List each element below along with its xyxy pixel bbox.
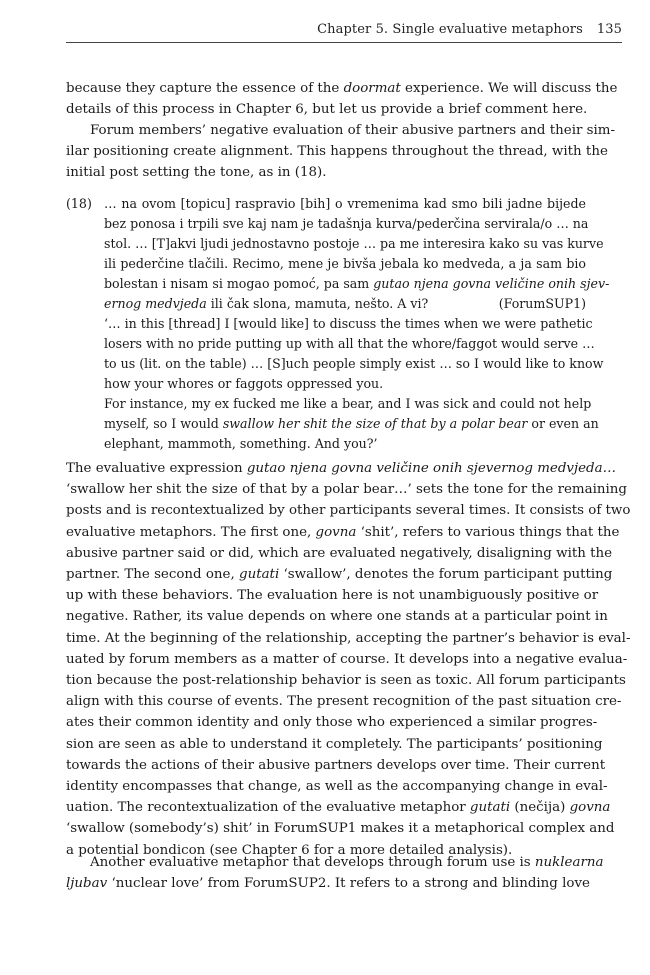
italic-term: govna: [569, 800, 611, 816]
text-line: sion are seen as able to understand it completely. The participants’ positioning: [66, 736, 603, 752]
italic-quote: swallow her shit the size of that by a polar bear: [222, 416, 528, 431]
italic-term: gutati: [469, 800, 511, 816]
text-line: The evaluative expression gutao njena govna veličine onih sjevernog medvjeda…: [66, 461, 616, 476]
example-line: bolestan i nisam si mogao pomoć, pa sam gutao njena govna veličine onih sjev-: [104, 276, 610, 291]
example-number: (18): [66, 196, 92, 211]
example-line: bez ponosa i trpili sve kaj nam je tadašnja kurva/pederčina servirala/o … na: [104, 216, 589, 231]
text-line: ilar positioning create alignment. This happens throughout the thread, with the: [66, 144, 608, 160]
paragraph-forum-alignment: [66, 120, 616, 184]
text-line: time. At the beginning of the relationship, accepting the partner’s behavior is eval-: [66, 630, 631, 646]
example-line: losers with no pride putting up with all that the whore/faggot would serve …: [104, 336, 595, 351]
paragraph-continuation: [66, 78, 618, 120]
text-line: towards the actions of their abusive partners develops over time. Their current: [66, 757, 606, 773]
text-line: details of this process in Chapter 6, but let us provide a brief comment here.: [66, 102, 588, 118]
text-line: ates their common identity and only those who experienced a similar progres-: [66, 715, 598, 731]
example-line: ili pederčine tlačili. Recimo, mene je bivša jebala ko medveda, a ja sam bio: [104, 256, 586, 271]
text-line: posts and is recontextualized by other participants several times. It consists of two: [66, 503, 631, 519]
text-line: evaluative metaphors. The first one, govna ‘shit’, refers to various things that the: [66, 524, 620, 540]
paragraph-evaluative-expression: [66, 458, 631, 861]
text-line: up with these behaviors. The evaluation here is not unambiguously positive or: [66, 588, 599, 604]
example-source: (ForumSUP1): [498, 296, 586, 311]
italic-term: ljubav: [66, 876, 108, 892]
example-line: stol. … [T]akvi ljudi jednostavno postoje … pa me interesira kako su vas kurve: [104, 236, 604, 251]
text-line: uation. The recontextualization of the evaluative metaphor gutati (nečija) govna: [66, 800, 611, 816]
text-line: tion because the post-relationship behavior is seen as toxic. All forum participants: [66, 673, 626, 689]
example-line: myself, so I would swallow her shit the size of that by a polar bear or even an: [104, 416, 599, 431]
italic-term: govna: [315, 524, 357, 540]
example-block: [104, 194, 610, 454]
text-line: ‘swallow her shit the size of that by a polar bear…’ sets the tone for the remaining: [66, 482, 627, 498]
text-line: abusive partner said or did, which are evaluated negatively, disaligning with the: [66, 545, 613, 561]
text-line: identity encompasses that change, as well as the accompanying change in eval-: [66, 779, 608, 795]
running-title: Chapter 5. Single evaluative metaphors: [317, 22, 583, 37]
text-line: uated by forum members as a matter of course. It develops into a negative evalua-: [66, 651, 628, 667]
example-line: how your whores or faggots oppressed you.: [104, 376, 384, 391]
example-line: elephant, mammoth, something. And you?’: [104, 436, 378, 451]
text-line: negative. Rather, its value depends on where one stands at a particular point in: [66, 609, 608, 625]
text-line: Forum members’ negative evaluation of their abusive partners and their sim-: [90, 123, 616, 138]
example-line: For instance, my ex fucked me like a bear, and I was sick and could not help: [104, 396, 592, 411]
italic-quote: ernog medvjeda: [104, 296, 207, 311]
example-line: to us (lit. on the table) … [S]uch people simply exist … so I would like to know: [104, 356, 604, 371]
page-number: 135: [596, 22, 622, 37]
header-rule: [66, 42, 622, 43]
text-line: initial post setting the tone, as in (18).: [66, 165, 327, 181]
example-line: ernog medvjeda ili čak slona, mamuta, nešto. A vi? (ForumSUP1): [104, 294, 586, 314]
text-line: because they capture the essence of the doormat experience. We will discuss the: [66, 81, 618, 96]
example-line: … na ovom [topicu] raspravio [bih] o vremenima kad smo bili jadne bijede: [104, 196, 586, 211]
example-line: ‘… in this [thread] I [would like] to discuss the times when we were pathetic: [104, 316, 593, 331]
text-line: ‘swallow (somebody’s) shit’ in ForumSUP1 makes it a metaphorical complex and: [66, 821, 615, 837]
paragraph-nuclear-love: [66, 852, 604, 894]
italic-term: gutati: [239, 567, 280, 583]
running-head: [66, 22, 622, 37]
text-line: align with this course of events. The present recognition of the past situation cre-: [66, 694, 622, 710]
italic-term: doormat: [343, 81, 401, 96]
text-line: Another evaluative metaphor that develops through forum use is nuklearna: [90, 855, 604, 870]
text-line: ljubav ‘nuclear love’ from ForumSUP2. It refers to a strong and blinding love: [66, 876, 590, 892]
text-line: a potential bondicon (see Chapter 6 for a more detailed analysis).: [66, 842, 513, 858]
italic-term: nuklearna: [534, 855, 604, 870]
text-line: partner. The second one, gutati ‘swallow’, denotes the forum participant putting: [66, 567, 613, 583]
italic-term: gutao njena govna veličine onih sjevernog medvjeda…: [246, 461, 616, 476]
italic-quote: gutao njena govna veličine onih sjev-: [373, 276, 610, 291]
